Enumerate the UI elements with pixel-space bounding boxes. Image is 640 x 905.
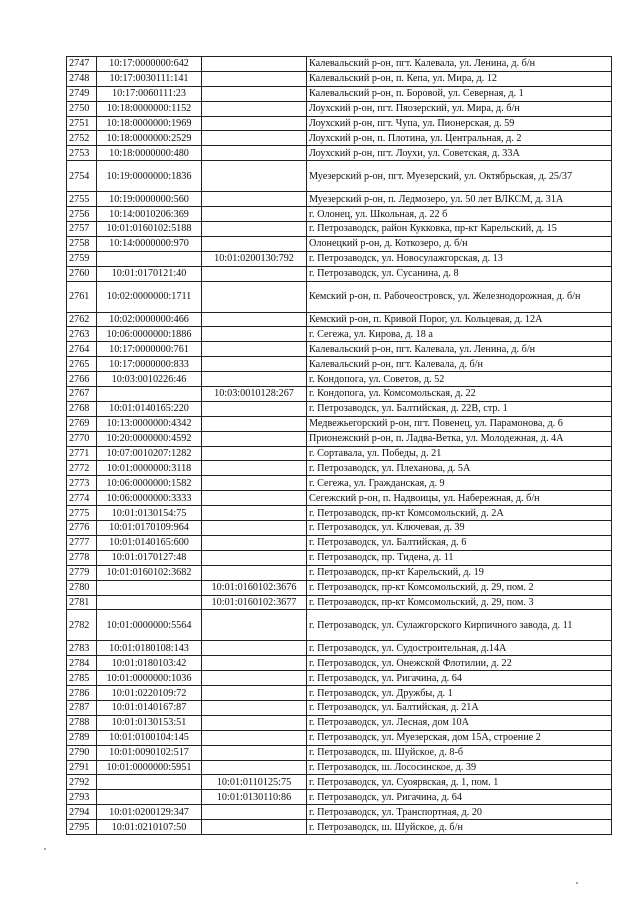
- cadastral-number-cell: [97, 580, 202, 595]
- premises-cadastral-number-cell: [202, 641, 307, 656]
- table-row: [67, 57, 612, 72]
- premises-cadastral-number-cell: [202, 656, 307, 671]
- address-cell: Калевальский р-он, пгт. Калевала, ул. Ленина, д. б/н: [307, 57, 612, 72]
- address-cell: Сегежский р-он, п. Надвоицы, ул. Набережная, д. б/н: [307, 491, 612, 506]
- row-number-cell: 2747: [67, 57, 97, 72]
- cadastral-number-cell: 10:19:0000000:1836: [97, 161, 202, 192]
- address-cell: г. Петрозаводск, пр-кт Карельский, д. 19: [307, 565, 612, 580]
- premises-cadastral-number-cell: [202, 401, 307, 416]
- cadastral-number-cell: 10:18:0000000:1969: [97, 116, 202, 131]
- premises-cadastral-number-cell: [202, 535, 307, 550]
- cadastral-number-cell: 10:01:0160102:3682: [97, 565, 202, 580]
- table-row: [67, 401, 612, 416]
- cadastral-number-cell: 10:13:0000000:4342: [97, 416, 202, 431]
- address-cell: г. Кондопога, ул. Комсомольская, д. 22: [307, 387, 612, 402]
- table-row: [67, 535, 612, 550]
- cadastral-number-cell: 10:01:0200129:347: [97, 805, 202, 820]
- premises-cadastral-number-cell: [202, 700, 307, 715]
- table-row: [67, 266, 612, 281]
- cadastral-number-cell: 10:01:0000000:5564: [97, 610, 202, 641]
- premises-cadastral-number-cell: 10:01:0160102:3676: [202, 580, 307, 595]
- address-cell: Калевальский р-он, пгт. Калевала, д. б/н: [307, 357, 612, 372]
- address-cell: г. Петрозаводск, ул. Сулажгорского Кирпичного завода, д. 11: [307, 610, 612, 641]
- cadastral-number-cell: 10:02:0000000:466: [97, 312, 202, 327]
- scan-speck: [44, 848, 46, 850]
- premises-cadastral-number-cell: [202, 281, 307, 312]
- address-cell: г. Петрозаводск, пр. Тидена, д. 11: [307, 550, 612, 565]
- address-cell: г. Петрозаводск, пр-кт Комсомольский, д. 29, пом. 2: [307, 580, 612, 595]
- row-number-cell: 2786: [67, 686, 97, 701]
- address-cell: г. Сегежа, ул. Кирова, д. 18 а: [307, 327, 612, 342]
- cadastral-number-cell: 10:17:0060111:23: [97, 86, 202, 101]
- address-cell: г. Петрозаводск, ул. Балтийская, д. 21А: [307, 700, 612, 715]
- table-row: [67, 342, 612, 357]
- address-cell: Муезерский р-он, п. Ледмозеро, ул. 50 лет ВЛКСМ, д. 31А: [307, 192, 612, 207]
- cadastral-number-cell: 10:01:0130153:51: [97, 715, 202, 730]
- row-number-cell: 2785: [67, 671, 97, 686]
- cadastral-number-cell: 10:20:0000000:4592: [97, 431, 202, 446]
- row-number-cell: 2774: [67, 491, 97, 506]
- row-number-cell: 2753: [67, 146, 97, 161]
- row-number-cell: 2773: [67, 476, 97, 491]
- address-cell: Кемский р-он, п. Кривой Порог, ул. Кольцевая, д. 12А: [307, 312, 612, 327]
- cadastral-number-cell: 10:01:0100104:145: [97, 730, 202, 745]
- address-cell: г. Петрозаводск, ул. Дружбы, д. 1: [307, 686, 612, 701]
- row-number-cell: 2789: [67, 730, 97, 745]
- premises-cadastral-number-cell: [202, 506, 307, 521]
- row-number-cell: 2791: [67, 760, 97, 775]
- table-row: [67, 101, 612, 116]
- cadastral-number-cell: 10:03:0010226:46: [97, 372, 202, 387]
- premises-cadastral-number-cell: [202, 715, 307, 730]
- row-number-cell: 2780: [67, 580, 97, 595]
- address-cell: Лоухский р-он, пгт. Пяозерский, ул. Мира, д. б/н: [307, 101, 612, 116]
- row-number-cell: 2759: [67, 251, 97, 266]
- table-row: [67, 595, 612, 610]
- cadastral-number-cell: 10:01:0140167:87: [97, 700, 202, 715]
- cadastral-number-cell: [97, 387, 202, 402]
- cadastral-number-cell: 10:06:0000000:1582: [97, 476, 202, 491]
- row-number-cell: 2779: [67, 565, 97, 580]
- table-row: [67, 327, 612, 342]
- address-cell: Кемский р-он, п. Рабочеостровск, ул. Железнодорожная, д. б/н: [307, 281, 612, 312]
- cadastral-number-cell: 10:01:0130154:75: [97, 506, 202, 521]
- table-row: [67, 207, 612, 222]
- premises-cadastral-number-cell: [202, 57, 307, 72]
- row-number-cell: 2752: [67, 131, 97, 146]
- address-cell: Прионежский р-он, п. Ладва-Ветка, ул. Молодежная, д. 4А: [307, 431, 612, 446]
- cadastral-number-cell: 10:06:0000000:3333: [97, 491, 202, 506]
- table-row: [67, 521, 612, 536]
- table-row: [67, 161, 612, 192]
- table-row: [67, 281, 612, 312]
- cadastral-number-cell: 10:01:0210107:50: [97, 820, 202, 835]
- address-cell: г. Петрозаводск, ул. Лесная, дом 10А: [307, 715, 612, 730]
- premises-cadastral-number-cell: [202, 491, 307, 506]
- row-number-cell: 2748: [67, 71, 97, 86]
- premises-cadastral-number-cell: [202, 207, 307, 222]
- address-cell: г. Петрозаводск, ул. Новосулажгорская, д. 13: [307, 251, 612, 266]
- address-cell: г. Петрозаводск, ул. Ригачина, д. 64: [307, 790, 612, 805]
- premises-cadastral-number-cell: [202, 745, 307, 760]
- table-row: [67, 656, 612, 671]
- cadastral-number-cell: 10:01:0220109:72: [97, 686, 202, 701]
- table-row: [67, 550, 612, 565]
- premises-cadastral-number-cell: [202, 86, 307, 101]
- address-cell: г. Сегежа, ул. Гражданская, д. 9: [307, 476, 612, 491]
- cadastral-number-cell: [97, 790, 202, 805]
- table-row: [67, 431, 612, 446]
- address-cell: Калевальский р-он, п. Кепа, ул. Мира, д. 12: [307, 71, 612, 86]
- table-row: [67, 565, 612, 580]
- premises-cadastral-number-cell: [202, 372, 307, 387]
- table-row: [67, 71, 612, 86]
- row-number-cell: 2782: [67, 610, 97, 641]
- cadastral-number-cell: 10:01:0180108:143: [97, 641, 202, 656]
- table-row: [67, 491, 612, 506]
- row-number-cell: 2788: [67, 715, 97, 730]
- row-number-cell: 2768: [67, 401, 97, 416]
- table-row: [67, 446, 612, 461]
- cadastral-number-cell: 10:18:0000000:1152: [97, 101, 202, 116]
- address-cell: г. Петрозаводск, ул. Суоярвская, д. 1, пом. 1: [307, 775, 612, 790]
- cadastral-number-cell: 10:17:0030111:141: [97, 71, 202, 86]
- cadastral-number-cell: 10:01:0000000:5951: [97, 760, 202, 775]
- table-row: [67, 461, 612, 476]
- address-cell: Олонецкий р-он, д. Коткозеро, д. б/н: [307, 236, 612, 251]
- address-cell: г. Петрозаводск, ул. Балтийская, д. 6: [307, 535, 612, 550]
- cadastral-number-cell: 10:01:0160102:5188: [97, 222, 202, 237]
- row-number-cell: 2760: [67, 266, 97, 281]
- address-cell: г. Петрозаводск, ш. Шуйское, д. 8-б: [307, 745, 612, 760]
- row-number-cell: 2758: [67, 236, 97, 251]
- row-number-cell: 2755: [67, 192, 97, 207]
- row-number-cell: 2756: [67, 207, 97, 222]
- cadastral-number-cell: [97, 251, 202, 266]
- row-number-cell: 2750: [67, 101, 97, 116]
- row-number-cell: 2790: [67, 745, 97, 760]
- address-cell: г. Кондопога, ул. Советов, д. 52: [307, 372, 612, 387]
- premises-cadastral-number-cell: [202, 820, 307, 835]
- table-row: [67, 715, 612, 730]
- row-number-cell: 2792: [67, 775, 97, 790]
- premises-cadastral-number-cell: [202, 671, 307, 686]
- table-row: [67, 476, 612, 491]
- row-number-cell: 2794: [67, 805, 97, 820]
- premises-cadastral-number-cell: [202, 222, 307, 237]
- row-number-cell: 2754: [67, 161, 97, 192]
- table-row: [67, 131, 612, 146]
- row-number-cell: 2772: [67, 461, 97, 476]
- address-cell: г. Петрозаводск, ул. Ключевая, д. 39: [307, 521, 612, 536]
- premises-cadastral-number-cell: 10:01:0130110:86: [202, 790, 307, 805]
- premises-cadastral-number-cell: [202, 192, 307, 207]
- premises-cadastral-number-cell: [202, 342, 307, 357]
- address-cell: Муезерский р-он, пгт. Муезерский, ул. Октябрьская, д. 25/37: [307, 161, 612, 192]
- table-row: [67, 790, 612, 805]
- cadastral-number-cell: [97, 595, 202, 610]
- premises-cadastral-number-cell: [202, 476, 307, 491]
- address-cell: Лоухский р-он, пгт. Лоухи, ул. Советская, д. 33А: [307, 146, 612, 161]
- premises-cadastral-number-cell: [202, 266, 307, 281]
- table-row: [67, 820, 612, 835]
- table-row: [67, 671, 612, 686]
- row-number-cell: 2749: [67, 86, 97, 101]
- cadastral-number-cell: 10:01:0170121:40: [97, 266, 202, 281]
- cadastral-number-cell: 10:01:0140165:220: [97, 401, 202, 416]
- premises-cadastral-number-cell: [202, 357, 307, 372]
- cadastral-number-cell: 10:01:0140165:600: [97, 535, 202, 550]
- table-row: [67, 506, 612, 521]
- table-row: [67, 387, 612, 402]
- cadastral-number-cell: 10:06:0000000:1886: [97, 327, 202, 342]
- table-row: [67, 116, 612, 131]
- row-number-cell: 2766: [67, 372, 97, 387]
- row-number-cell: 2765: [67, 357, 97, 372]
- address-cell: г. Петрозаводск, пр-кт Комсомольский, д. 29, пом. 3: [307, 595, 612, 610]
- cadastral-number-cell: 10:01:0000000:3118: [97, 461, 202, 476]
- table-row: [67, 610, 612, 641]
- cadastral-number-cell: 10:14:0010206:369: [97, 207, 202, 222]
- row-number-cell: 2775: [67, 506, 97, 521]
- property-register-table: [66, 56, 612, 835]
- address-cell: г. Петрозаводск, ул. Транспортная, д. 20: [307, 805, 612, 820]
- table-row: [67, 86, 612, 101]
- address-cell: Медвежьегорский р-он, пгт. Повенец, ул. Парамонова, д. 6: [307, 416, 612, 431]
- premises-cadastral-number-cell: [202, 327, 307, 342]
- address-cell: г. Сортавала, ул. Победы, д. 21: [307, 446, 612, 461]
- row-number-cell: 2762: [67, 312, 97, 327]
- premises-cadastral-number-cell: [202, 131, 307, 146]
- premises-cadastral-number-cell: [202, 760, 307, 775]
- address-cell: г. Олонец, ул. Школьная, д. 22 б: [307, 207, 612, 222]
- cadastral-number-cell: 10:01:0170127:48: [97, 550, 202, 565]
- row-number-cell: 2795: [67, 820, 97, 835]
- row-number-cell: 2777: [67, 535, 97, 550]
- row-number-cell: 2763: [67, 327, 97, 342]
- row-number-cell: 2778: [67, 550, 97, 565]
- premises-cadastral-number-cell: 10:01:0110125:75: [202, 775, 307, 790]
- cadastral-number-cell: 10:14:0000000:970: [97, 236, 202, 251]
- address-cell: г. Петрозаводск, ул. Ригачина, д. 64: [307, 671, 612, 686]
- address-cell: Калевальский р-он, п. Боровой, ул. Северная, д. 1: [307, 86, 612, 101]
- table-row: [67, 236, 612, 251]
- premises-cadastral-number-cell: [202, 521, 307, 536]
- cadastral-number-cell: 10:19:0000000:560: [97, 192, 202, 207]
- cadastral-number-cell: 10:18:0000000:480: [97, 146, 202, 161]
- register-table-body: [67, 57, 612, 835]
- cadastral-number-cell: 10:17:0000000:833: [97, 357, 202, 372]
- premises-cadastral-number-cell: [202, 236, 307, 251]
- cadastral-number-cell: 10:17:0000000:642: [97, 57, 202, 72]
- table-row: [67, 641, 612, 656]
- row-number-cell: 2776: [67, 521, 97, 536]
- premises-cadastral-number-cell: 10:01:0200130:792: [202, 251, 307, 266]
- premises-cadastral-number-cell: [202, 101, 307, 116]
- table-row: [67, 700, 612, 715]
- cadastral-number-cell: 10:17:0000000:761: [97, 342, 202, 357]
- premises-cadastral-number-cell: [202, 71, 307, 86]
- cadastral-number-cell: 10:07:0010207:1282: [97, 446, 202, 461]
- address-cell: Лоухский р-он, п. Плотина, ул. Центральная, д. 2: [307, 131, 612, 146]
- address-cell: г. Петрозаводск, ул. Муезерская, дом 15А, строение 2: [307, 730, 612, 745]
- table-row: [67, 192, 612, 207]
- cadastral-number-cell: 10:01:0170109:964: [97, 521, 202, 536]
- address-cell: г. Петрозаводск, ул. Судостроительная, д.14А: [307, 641, 612, 656]
- address-cell: г. Петрозаводск, ул. Плеханова, д. 5А: [307, 461, 612, 476]
- address-cell: г. Петрозаводск, пр-кт Комсомольский, д. 2А: [307, 506, 612, 521]
- premises-cadastral-number-cell: [202, 146, 307, 161]
- premises-cadastral-number-cell: [202, 416, 307, 431]
- table-row: [67, 760, 612, 775]
- row-number-cell: 2793: [67, 790, 97, 805]
- table-row: [67, 312, 612, 327]
- address-cell: г. Петрозаводск, ул. Онежской Флотилии, д. 22: [307, 656, 612, 671]
- address-cell: Лоухский р-он, пгт. Чупа, ул. Пионерская, д. 59: [307, 116, 612, 131]
- row-number-cell: 2784: [67, 656, 97, 671]
- address-cell: г. Петрозаводск, ул. Балтийская, д. 22В, стр. 1: [307, 401, 612, 416]
- cadastral-number-cell: 10:02:0000000:1711: [97, 281, 202, 312]
- row-number-cell: 2783: [67, 641, 97, 656]
- cadastral-number-cell: 10:18:0000000:2529: [97, 131, 202, 146]
- premises-cadastral-number-cell: [202, 431, 307, 446]
- address-cell: Калевальский р-он, пгт. Калевала, ул. Ленина, д. б/н: [307, 342, 612, 357]
- premises-cadastral-number-cell: [202, 805, 307, 820]
- table-row: [67, 416, 612, 431]
- table-row: [67, 251, 612, 266]
- premises-cadastral-number-cell: [202, 550, 307, 565]
- premises-cadastral-number-cell: 10:01:0160102:3677: [202, 595, 307, 610]
- cadastral-number-cell: [97, 775, 202, 790]
- address-cell: г. Петрозаводск, ул. Сусанина, д. 8: [307, 266, 612, 281]
- row-number-cell: 2757: [67, 222, 97, 237]
- premises-cadastral-number-cell: [202, 116, 307, 131]
- table-row: [67, 730, 612, 745]
- premises-cadastral-number-cell: [202, 312, 307, 327]
- premises-cadastral-number-cell: [202, 610, 307, 641]
- row-number-cell: 2751: [67, 116, 97, 131]
- address-cell: г. Петрозаводск, район Кукковка, пр-кт Карельский, д. 15: [307, 222, 612, 237]
- table-row: [67, 222, 612, 237]
- table-row: [67, 146, 612, 161]
- address-cell: г. Петрозаводск, ш. Лососинское, д. 39: [307, 760, 612, 775]
- table-row: [67, 775, 612, 790]
- row-number-cell: 2770: [67, 431, 97, 446]
- table-row: [67, 372, 612, 387]
- premises-cadastral-number-cell: [202, 565, 307, 580]
- row-number-cell: 2767: [67, 387, 97, 402]
- premises-cadastral-number-cell: [202, 161, 307, 192]
- premises-cadastral-number-cell: [202, 461, 307, 476]
- premises-cadastral-number-cell: [202, 446, 307, 461]
- row-number-cell: 2771: [67, 446, 97, 461]
- table-row: [67, 805, 612, 820]
- row-number-cell: 2764: [67, 342, 97, 357]
- row-number-cell: 2787: [67, 700, 97, 715]
- cadastral-number-cell: 10:01:0180103:42: [97, 656, 202, 671]
- row-number-cell: 2769: [67, 416, 97, 431]
- cadastral-number-cell: 10:01:0000000:1036: [97, 671, 202, 686]
- scan-speck: [576, 882, 578, 884]
- table-row: [67, 357, 612, 372]
- cadastral-number-cell: 10:01:0090102:517: [97, 745, 202, 760]
- table-row: [67, 745, 612, 760]
- table-row: [67, 686, 612, 701]
- premises-cadastral-number-cell: [202, 730, 307, 745]
- row-number-cell: 2761: [67, 281, 97, 312]
- premises-cadastral-number-cell: [202, 686, 307, 701]
- row-number-cell: 2781: [67, 595, 97, 610]
- address-cell: г. Петрозаводск, ш. Шуйское, д. б/н: [307, 820, 612, 835]
- premises-cadastral-number-cell: 10:03:0010128:267: [202, 387, 307, 402]
- table-row: [67, 580, 612, 595]
